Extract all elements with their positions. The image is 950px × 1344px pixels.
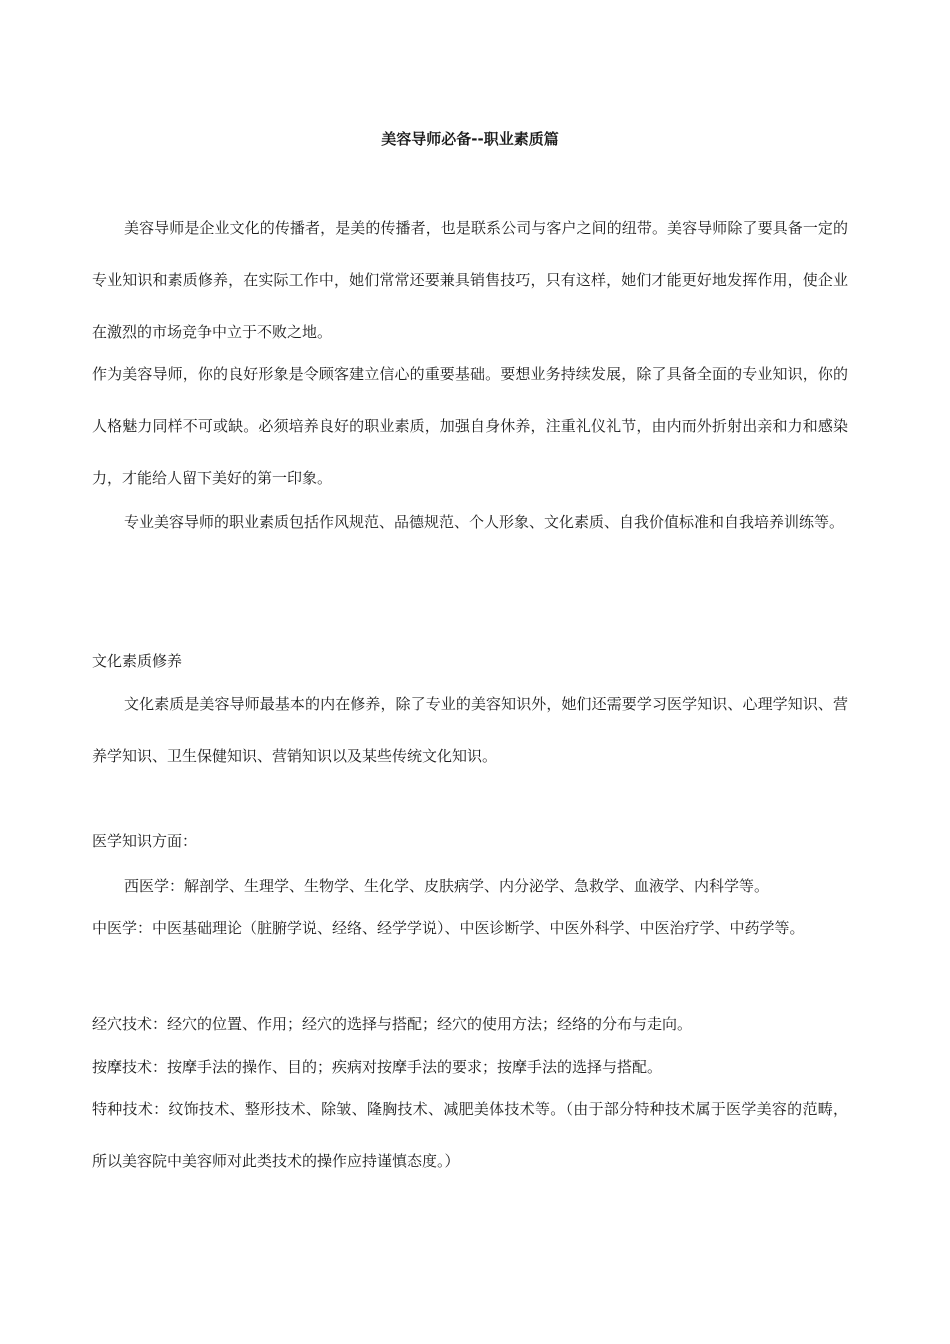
massage-line: 按摩技术：按摩手法的操作、目的；疾病对按摩手法的要求；按摩手法的选择与搭配。 [92, 1058, 663, 1076]
chinese-medicine-paragraph: 中医学：中医基础理论（脏腑学说、经络、经学学说）、中医诊断学、中医外科学、中医治疗学、中药学等。 [92, 919, 805, 937]
acupoint-line: 经穴技术：经穴的位置、作用；经穴的选择与搭配；经穴的使用方法；经络的分布与走向。 [92, 1015, 693, 1033]
intro-paragraph: 美容导师是企业文化的传播者，是美的传播者，也是联系公司与客户之间的纽带。美容导师除了要具备一定的专业知识和素质修养，在实际工作中，她们常常还要兼具销售技巧，只有这样，她们才能更好地发挥作用，使企业在激烈的市场竞争中立于不败之地。 [92, 219, 848, 341]
culture-heading: 文化素质修养 [92, 652, 183, 670]
image-paragraph: 作为美容导师，你的良好形象是令顾客建立信心的重要基础。要想业务持续发展，除了具备全面的专业知识，你的人格魅力同样不可或缺。必须培养良好的职业素质，加强自身休养，注重礼仪礼节，由内而外折射出亲和力和感染力，才能给人留下美好的第一印象。 [92, 365, 848, 487]
qualities-paragraph: 专业美容导师的职业素质包括作风规范、品德规范、个人形象、文化素质、自我价值标准和自我培养训练等。 [124, 513, 845, 531]
medical-heading: 医学知识方面： [92, 832, 198, 850]
western-medicine-line: 西医学：解剖学、生理学、生物学、生化学、皮肤病学、内分泌学、急救学、血液学、内科学等。 [124, 877, 770, 895]
special-technique-paragraph: 特种技术：纹饰技术、整形技术、除皱、隆胸技术、减肥美体技术等。（由于部分特种技术属于医学美容的范畴，所以美容院中美容师对此类技术的操作应持谨慎态度。） [92, 1100, 848, 1170]
culture-paragraph: 文化素质是美容导师最基本的内在修养，除了专业的美容知识外，她们还需要学习医学知识、心理学知识、营养学知识、卫生保健知识、营销知识以及某些传统文化知识。 [92, 695, 848, 765]
document-title: 美容导师必备--职业素质篇 [381, 130, 559, 148]
document-page [92, 0, 848, 1344]
